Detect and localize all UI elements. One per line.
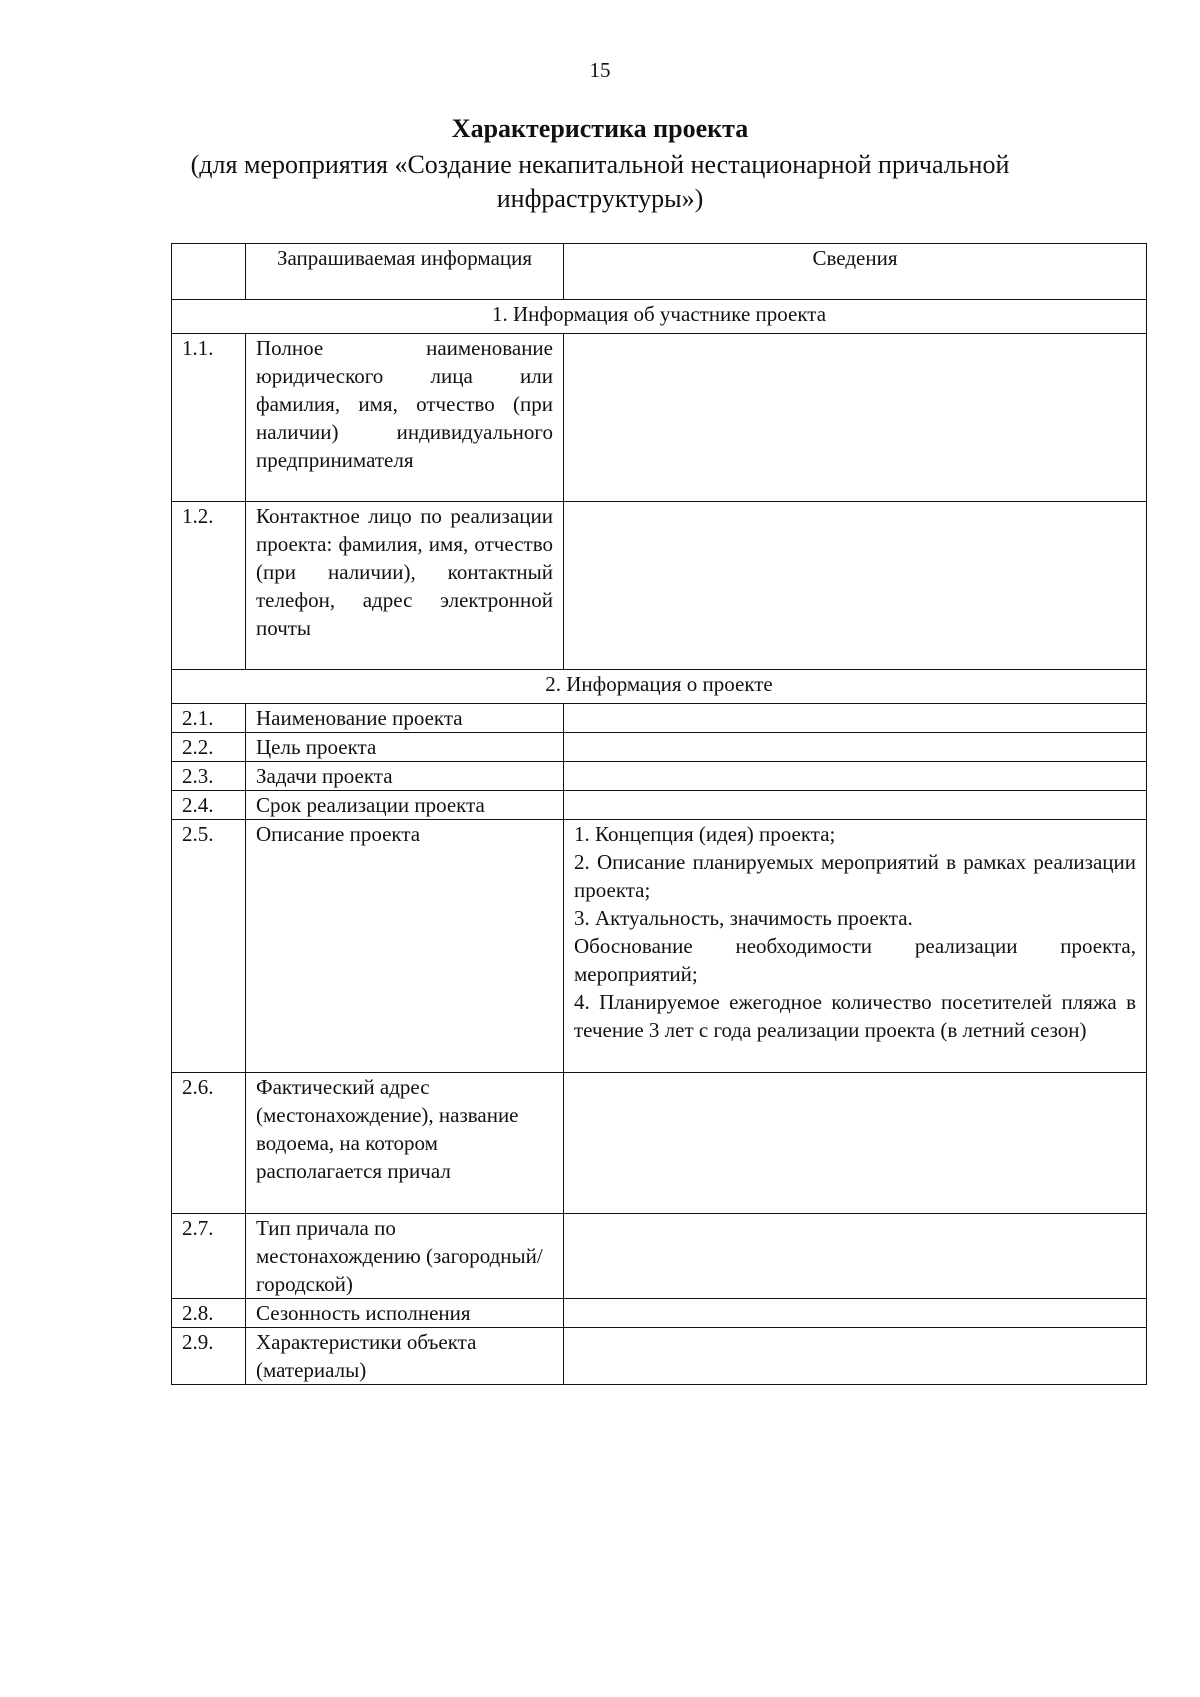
row-number: 2.4. — [172, 791, 246, 820]
document-subtitle: (для мероприятия «Создание некапитальной нестационарной причальной инфраструктуры») — [190, 150, 1010, 213]
row-number: 2.8. — [172, 1299, 246, 1328]
row-label: Сезонность исполнения — [246, 1299, 564, 1328]
row-label: Описание проекта — [246, 820, 564, 1073]
row-label: Задачи проекта — [246, 762, 564, 791]
row-number: 2.1. — [172, 704, 246, 733]
row-label: Тип причала по местонахождению (загородный/городской) — [246, 1214, 564, 1299]
description-item: 3. Актуальность, значимость проекта. — [574, 906, 913, 930]
row-number: 2.6. — [172, 1073, 246, 1214]
table-row — [172, 502, 1147, 670]
row-number: 2.2. — [172, 733, 246, 762]
table-row — [172, 1073, 1147, 1214]
row-value-cell[interactable] — [564, 762, 1147, 791]
row-number: 2.5. — [172, 820, 246, 1073]
row-number: 2.7. — [172, 1214, 246, 1299]
row-number: 2.9. — [172, 1328, 246, 1385]
header-value-cell: Сведения — [564, 244, 1147, 300]
project-characteristics-table — [171, 243, 1147, 1385]
header-info-cell: Запрашиваемая информация — [246, 244, 564, 300]
row-number: 1.1. — [172, 334, 246, 502]
row-value-cell[interactable] — [564, 704, 1147, 733]
row-value-cell[interactable] — [564, 733, 1147, 762]
table-row — [172, 704, 1147, 733]
document-title: Характеристика проекта — [451, 114, 749, 143]
section-title: 1. Информация об участнике проекта — [172, 300, 1147, 334]
row-label: Наименование проекта — [246, 704, 564, 733]
row-value-cell[interactable] — [564, 334, 1147, 502]
header-num-cell — [172, 244, 246, 300]
table-row — [172, 820, 1147, 1073]
section-title: 2. Информация о проекте — [172, 670, 1147, 704]
row-value-cell[interactable] — [564, 1073, 1147, 1214]
row-value-cell[interactable] — [564, 791, 1147, 820]
row-value-cell — [564, 820, 1147, 1073]
table-row — [172, 1328, 1147, 1385]
section-row — [172, 670, 1147, 704]
row-label: Срок реализации проекта — [246, 791, 564, 820]
row-number: 1.2. — [172, 502, 246, 670]
row-value-cell[interactable] — [564, 1328, 1147, 1385]
table-row — [172, 1214, 1147, 1299]
row-value-cell[interactable] — [564, 502, 1147, 670]
description-item: 1. Концепция (идея) проекта; — [574, 822, 836, 846]
row-label: Контактное лицо по реализации проекта: фамилия, имя, отчество (при наличии), контактный телефон, адрес электронной почты — [246, 502, 564, 670]
table-row — [172, 334, 1147, 502]
description-item: 4. Планируемое ежегодное количество посетителей пляжа в течение 3 лет с года реализации проекта (в летний сезон) — [574, 990, 1136, 1042]
description-item: 2. Описание планируемых мероприятий в рамках реализации проекта; — [574, 850, 1136, 902]
row-number: 2.3. — [172, 762, 246, 791]
page-number: 15 — [589, 58, 611, 82]
row-label: Фактический адрес (местонахождение), название водоема, на котором располагается причал — [246, 1073, 564, 1214]
row-label: Характеристики объекта (материалы) — [246, 1328, 564, 1385]
table-row — [172, 733, 1147, 762]
section-row — [172, 300, 1147, 334]
row-value-cell[interactable] — [564, 1214, 1147, 1299]
table-header-row — [172, 244, 1147, 300]
description-item: Обоснование необходимости реализации проекта, мероприятий; — [574, 934, 1136, 986]
table-row — [172, 762, 1147, 791]
table-row — [172, 1299, 1147, 1328]
row-value-cell[interactable] — [564, 1299, 1147, 1328]
row-label: Цель проекта — [246, 733, 564, 762]
row-label: Полное наименование юридического лица или фамилия, имя, отчество (при наличии) индивидуального предпринимателя — [246, 334, 564, 502]
table-row — [172, 791, 1147, 820]
